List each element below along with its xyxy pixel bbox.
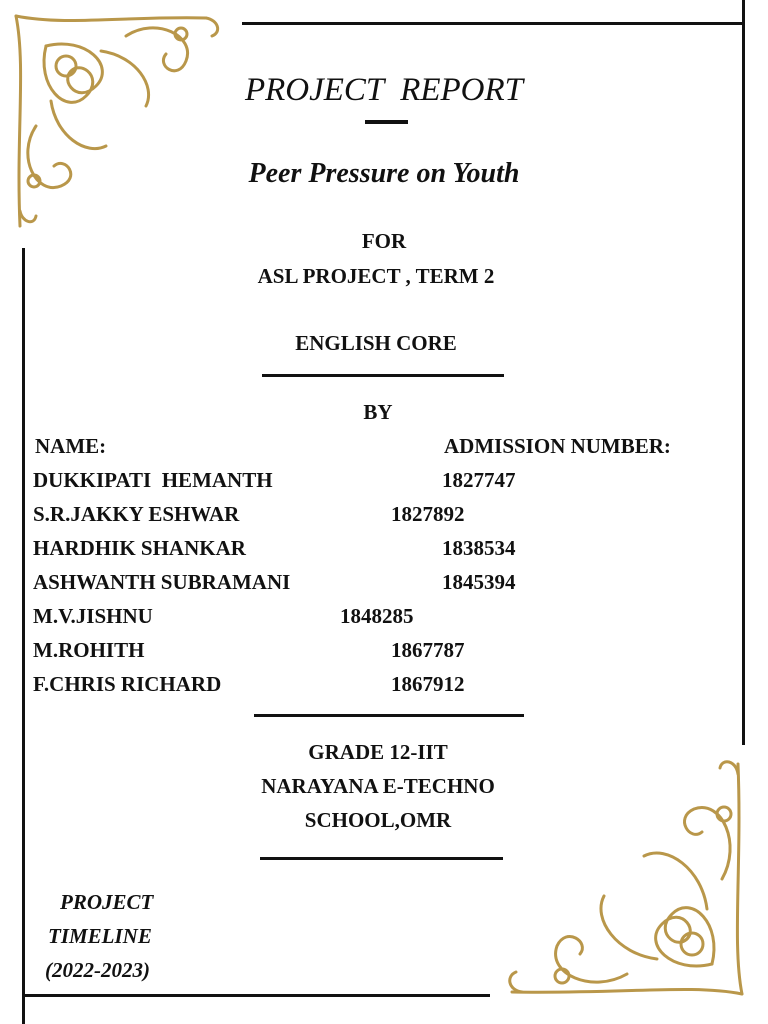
timeline-line-2: TIMELINE xyxy=(48,924,152,948)
school-divider xyxy=(260,857,503,860)
student-number: 1827747 xyxy=(442,468,516,492)
student-name: S.R.JAKKY ESHWAR xyxy=(33,502,240,526)
student-name: DUKKIPATI HEMANTH xyxy=(33,468,273,492)
project-line: ASL PROJECT , TERM 2 xyxy=(257,264,495,288)
corner-ornament-icon xyxy=(6,6,228,236)
student-name: M.ROHITH xyxy=(33,638,145,662)
students-divider xyxy=(254,714,524,717)
student-number: 1838534 xyxy=(442,536,516,560)
grade-label: GRADE 12-IIT xyxy=(308,740,448,764)
subject-label: ENGLISH CORE xyxy=(295,331,457,355)
admission-header: ADMISSION NUMBER: xyxy=(444,434,671,458)
frame-right-line xyxy=(742,0,745,745)
report-title: PROJECT REPORT xyxy=(244,72,524,108)
school-line-1: NARAYANA E-TECHNO xyxy=(261,774,495,798)
student-name: ASHWANTH SUBRAMANI xyxy=(33,570,291,594)
student-number: 1827892 xyxy=(391,502,465,526)
for-label: FOR xyxy=(361,229,407,253)
report-subtitle: Peer Pressure on Youth xyxy=(248,158,520,189)
by-label: BY xyxy=(363,400,393,424)
frame-bottom-line xyxy=(22,994,490,997)
name-header: NAME: xyxy=(35,434,107,458)
student-name: M.V.JISHNU xyxy=(33,604,153,628)
timeline-line-1: PROJECT xyxy=(60,890,154,914)
frame-top-line xyxy=(242,22,744,25)
student-number: 1845394 xyxy=(442,570,516,594)
subject-divider xyxy=(262,374,504,377)
student-name: F.CHRIS RICHARD xyxy=(33,672,222,696)
title-underline xyxy=(365,120,408,124)
school-line-2: SCHOOL,OMR xyxy=(304,808,452,832)
timeline-line-3: (2022-2023) xyxy=(45,958,150,982)
student-number: 1867912 xyxy=(391,672,465,696)
student-name: HARDHIK SHANKAR xyxy=(33,536,246,560)
student-number: 1867787 xyxy=(391,638,465,662)
student-number: 1848285 xyxy=(340,604,414,628)
frame-left-line xyxy=(22,248,25,1024)
